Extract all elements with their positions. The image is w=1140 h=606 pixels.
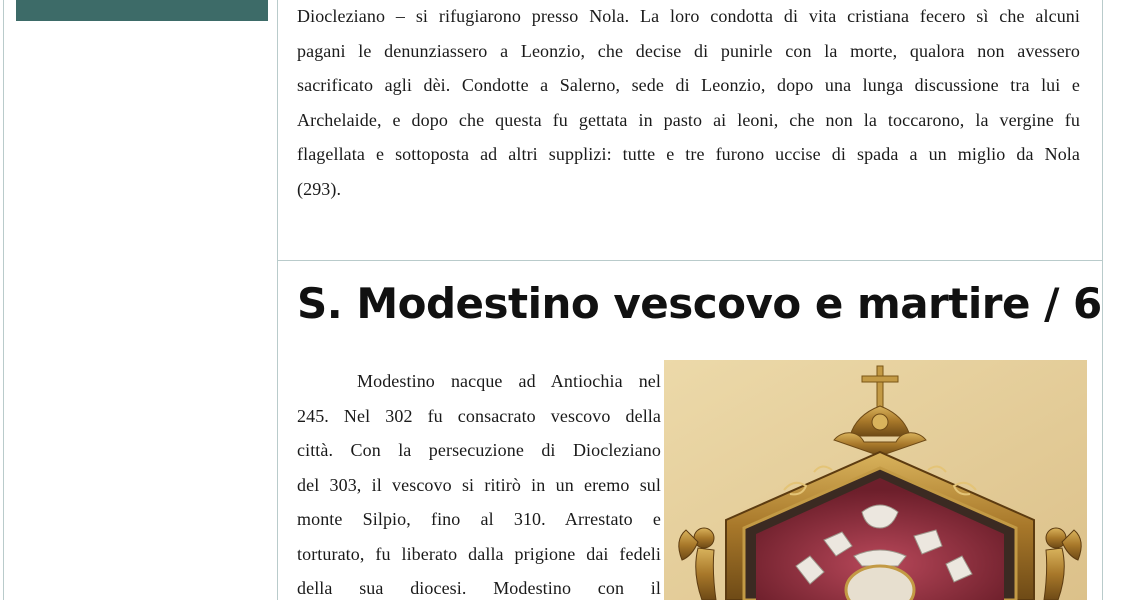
paragraph-line: città. Con la persecuzione di Diocleziano — [297, 440, 661, 460]
paragraph-line: torturato, fu liberato dalla prigione dai fedeli — [297, 543, 661, 564]
paragraph-line: Modestino nacque ad Antiochia nel — [357, 371, 661, 391]
section-title: S. Modestino vescovo e martire / 6 — [297, 279, 1102, 328]
paragraph-line: Diocleziano – si rifugiarono presso Nola. La loro condotta di vita cristiana fecero sì che alcuni — [297, 6, 1080, 26]
paragraph-line: del 303, il vescovo si ritirò in un eremo sul — [297, 474, 661, 495]
paragraph-line: della sua diocesi. Modestino con il — [297, 578, 661, 598]
left-column-frame — [3, 0, 276, 600]
intro-paragraph — [297, 0, 1080, 206]
paragraph-line: sacrificato agli dèi. Condotte a Salerno, sede di Leonzio, dopo una lunga discussione tra lui e — [297, 75, 1080, 95]
reliquary-illustration — [664, 360, 1087, 600]
biography-paragraph — [297, 364, 661, 606]
sidebar-accent-bar — [16, 0, 268, 21]
paragraph-line: pagani le denunziassero a Leonzio, che decise di punirle con la morte, qualora non avessero — [297, 40, 1080, 61]
paragraph-line: flagellata e sottoposta ad altri supplizi: tutte e tre furono uccise di spada a un miglio da Nola — [297, 144, 1080, 164]
paragraph-line: 245. Nel 302 fu consacrato vescovo della — [297, 405, 661, 426]
paragraph-line: (293). — [297, 178, 342, 199]
section-divider — [277, 260, 1103, 261]
reliquary-photo — [664, 360, 1087, 600]
paragraph-line: Archelaide, e dopo che questa fu gettata in pasto ai leoni, che non la toccarono, la vergine fu — [297, 109, 1080, 130]
paragraph-line: monte Silpio, fino al 310. Arrestato e — [297, 509, 661, 529]
